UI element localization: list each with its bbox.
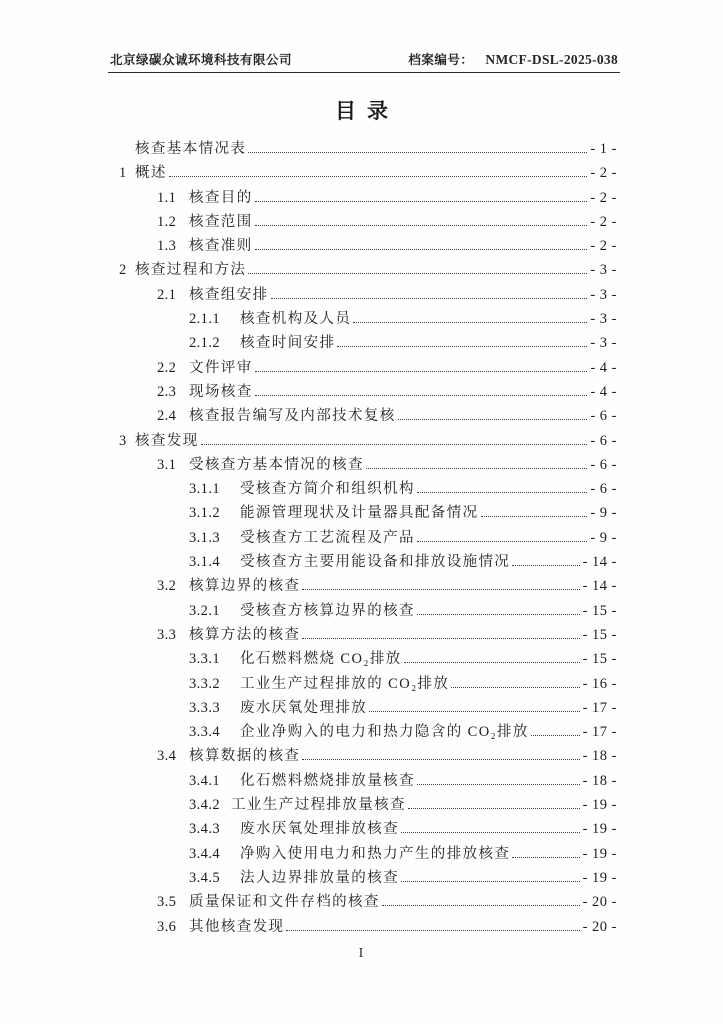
toc-row [157, 915, 617, 939]
toc-page-number: - 2 - [590, 238, 617, 255]
page-title: 目录 [335, 99, 399, 123]
toc-entry-number: 3.4 [157, 748, 177, 765]
header-divider [108, 72, 620, 73]
toc-row [157, 890, 617, 914]
toc-entry-number: 3.1.2 [189, 505, 220, 522]
toc-page-number: - 15 - [582, 602, 617, 619]
toc-row [157, 210, 617, 234]
toc-row [119, 429, 617, 453]
toc-page-number: - 2 - [590, 213, 617, 230]
page-header [110, 50, 618, 68]
toc-leader-dots [408, 808, 580, 809]
toc-row [157, 234, 617, 258]
toc-entry-label: 核查报告编写及内部技术复核 [189, 408, 396, 425]
toc-page-number: - 20 - [582, 918, 617, 935]
toc-row [157, 380, 617, 404]
toc-leader-dots [169, 176, 588, 177]
toc-row [189, 720, 617, 744]
toc-entry-number: 3.6 [157, 918, 177, 935]
toc-page-number: - 4 - [590, 359, 617, 376]
toc-page-number: - 20 - [582, 894, 617, 911]
toc-entry-number: 1.1 [157, 189, 177, 206]
toc-entry-label: 核查目的 [189, 189, 253, 206]
toc-leader-dots [255, 225, 588, 226]
toc-leader-dots [481, 516, 588, 517]
toc-row [189, 769, 617, 793]
file-number-label: 档案编号： [408, 53, 474, 67]
toc-entry-number: 3.3.3 [189, 699, 220, 716]
toc-entry-number: 3.5 [157, 894, 177, 911]
toc-entry-number: 1.2 [157, 213, 177, 230]
toc-entry-label: 核查组安排 [189, 286, 269, 303]
toc-row [189, 501, 617, 525]
toc-entry-number: 3.4.3 [189, 821, 220, 838]
toc-entry-label: 核查过程和方法 [135, 262, 247, 279]
toc-page-number: - 17 - [582, 699, 617, 716]
toc-entry-number: 3.2 [157, 578, 177, 595]
toc-entry-label: 废水厌氧处理排放核查 [240, 821, 399, 838]
toc-leader-dots [404, 662, 580, 663]
footer-page-number: I [358, 946, 365, 961]
toc-entry-label: 核查准则 [189, 238, 253, 255]
toc-entry-label: 现场核查 [189, 383, 253, 400]
toc-row [157, 744, 617, 768]
toc-leader-dots [417, 492, 587, 493]
toc-entry-label: 核查发现 [135, 432, 199, 449]
toc-entry-label: 受核查方核算边界的核查 [240, 602, 415, 619]
toc-row [157, 186, 617, 210]
toc-entry-label: 核算数据的核查 [189, 748, 301, 765]
toc-page-number: - 19 - [582, 869, 617, 886]
toc-entry-number: 3.1.1 [189, 481, 220, 498]
toc-row [189, 599, 617, 623]
toc-leader-dots [531, 735, 580, 736]
toc-page-number: - 6 - [590, 408, 617, 425]
toc-leader-dots [302, 589, 579, 590]
toc-entry-label: 核查时间安排 [240, 335, 336, 352]
toc-leader-dots [255, 395, 588, 396]
toc-row [135, 137, 617, 161]
toc-entry-number: 3.4.2 [189, 797, 220, 814]
toc-entry-label: 概述 [135, 165, 167, 182]
toc-leader-dots [451, 687, 579, 688]
toc-page-number: - 14 - [582, 554, 617, 571]
toc-leader-dots [255, 201, 588, 202]
toc-entry-number: 3.3.2 [189, 675, 220, 692]
toc-entry-label: 核算边界的核查 [189, 578, 301, 595]
toc-leader-dots [382, 905, 580, 906]
toc-row [157, 453, 617, 477]
toc-row [119, 258, 617, 282]
toc-leader-dots [286, 930, 579, 931]
toc-leader-dots [337, 346, 587, 347]
toc-row [189, 817, 617, 841]
toc-leader-dots [353, 322, 587, 323]
toc-entry-number: 2.3 [157, 383, 177, 400]
toc-entry-label: 工业生产过程排放的 CO₂排放 [240, 675, 450, 692]
toc-page-number: - 4 - [590, 383, 617, 400]
toc-page-number: - 6 - [590, 456, 617, 473]
toc-entry-label: 核算方法的核查 [189, 626, 301, 643]
toc-leader-dots [366, 468, 587, 469]
toc-leader-dots [369, 711, 579, 712]
toc-entry-label: 文件评审 [189, 359, 253, 376]
toc-row [189, 866, 617, 890]
toc-row [189, 331, 617, 355]
toc-page-number: - 19 - [582, 845, 617, 862]
toc-leader-dots [398, 419, 588, 420]
toc-page-number: - 6 - [590, 432, 617, 449]
toc-row [189, 672, 617, 696]
toc-page-number: - 3 - [590, 262, 617, 279]
toc-row [157, 356, 617, 380]
toc-entry-number: 3.1 [157, 456, 177, 473]
toc-entry-number: 1 [119, 165, 127, 182]
toc-row [157, 283, 617, 307]
toc-leader-dots [255, 371, 588, 372]
toc-row [157, 574, 617, 598]
toc-leader-dots [512, 565, 579, 566]
toc-row [189, 842, 617, 866]
toc-page-number: - 19 - [582, 821, 617, 838]
toc-page-number: - 18 - [582, 772, 617, 789]
toc-entry-number: 3 [119, 432, 127, 449]
toc-entry-number: 2.1.2 [189, 335, 220, 352]
toc-leader-dots [302, 638, 579, 639]
toc-page-number: - 15 - [582, 626, 617, 643]
toc-entry-label: 核查机构及人员 [240, 311, 352, 328]
toc-entry-number: 3.4.1 [189, 772, 220, 789]
toc-page-number: - 15 - [582, 651, 617, 668]
company-name: 北京绿碳众诚环境科技有限公司 [110, 53, 293, 67]
toc-row [189, 696, 617, 720]
toc-page-number: - 6 - [590, 481, 617, 498]
toc-page-number: - 16 - [582, 675, 617, 692]
toc-leader-dots [417, 784, 580, 785]
toc-row [189, 550, 617, 574]
toc-entry-number: 3.3.1 [189, 651, 220, 668]
toc-entry-label: 净购入使用电力和热力产生的排放核查 [240, 845, 511, 862]
toc-page-number: - 9 - [590, 505, 617, 522]
toc-page-number: - 2 - [590, 189, 617, 206]
toc-entry-label: 受核查方工艺流程及产品 [240, 529, 415, 546]
toc-entry-label: 工业生产过程排放量核查 [231, 797, 406, 814]
toc-page-number: - 3 - [590, 335, 617, 352]
toc-page-number: - 1 - [590, 141, 617, 157]
toc-entry-number: 3.4.5 [189, 869, 220, 886]
toc-entry-label: 核查基本情况表 [135, 141, 247, 157]
toc-leader-dots [512, 857, 579, 858]
toc-entry-number: 2 [119, 262, 127, 279]
toc-leader-dots [201, 444, 588, 445]
toc-entry-number: 2.4 [157, 408, 177, 425]
file-number-group [408, 50, 618, 68]
toc-entry-number: 3.1.4 [189, 554, 220, 571]
toc-leader-dots [248, 152, 587, 153]
toc-entry-label: 企业净购入的电力和热力隐含的 CO₂排放 [240, 724, 529, 741]
toc-page-number: - 17 - [582, 724, 617, 741]
toc-entry-number: 3.4.4 [189, 845, 220, 862]
toc-entry-label: 能源管理现状及计量器具配备情况 [240, 505, 479, 522]
toc-entry-label: 法人边界排放量的核查 [240, 869, 399, 886]
toc-row [189, 307, 617, 331]
toc-entry-label: 废水厌氧处理排放 [240, 699, 368, 716]
toc-row [157, 623, 617, 647]
toc-page-number: - 3 - [590, 311, 617, 328]
toc-entry-label: 化石燃料燃烧 CO₂排放 [240, 651, 402, 668]
toc-entry-number: 2.2 [157, 359, 177, 376]
toc-entry-number: 3.3 [157, 626, 177, 643]
toc-row [157, 404, 617, 428]
toc-entry-number: 3.3.4 [189, 724, 220, 741]
toc-entry-label: 受核查方主要用能设备和排放设施情况 [240, 554, 511, 571]
toc-entry-label: 其他核查发现 [189, 918, 285, 935]
toc-entry-number: 2.1 [157, 286, 177, 303]
toc-leader-dots [271, 298, 588, 299]
toc-entry-label: 化石燃料燃烧排放量核查 [240, 772, 415, 789]
toc-row [189, 477, 617, 501]
toc-entry-label: 受核查方基本情况的核查 [189, 456, 364, 473]
toc-page-number: - 14 - [582, 578, 617, 595]
toc-entry-number: 2.1.1 [189, 311, 220, 328]
toc-leader-dots [417, 614, 580, 615]
toc-leader-dots [401, 832, 580, 833]
toc-row [189, 793, 617, 817]
toc-leader-dots [417, 541, 587, 542]
toc-page-number: - 9 - [590, 529, 617, 546]
toc-entry-number: 3.1.3 [189, 529, 220, 546]
toc-entry-label: 核查范围 [189, 213, 253, 230]
toc-row [189, 526, 617, 550]
toc-leader-dots [248, 273, 587, 274]
toc-page-number: - 2 - [590, 165, 617, 182]
toc-entry-number: 1.3 [157, 238, 177, 255]
toc-row [119, 161, 617, 185]
file-number-value: NMCF-DSL-2025-038 [485, 52, 618, 67]
toc-row [189, 647, 617, 671]
toc-entry-label: 受核查方简介和组织机构 [240, 481, 415, 498]
toc-list [119, 137, 617, 939]
toc-page-number: - 18 - [582, 748, 617, 765]
toc-entry-label: 质量保证和文件存档的核查 [189, 894, 380, 911]
toc-page-number: - 3 - [590, 286, 617, 303]
toc-leader-dots [302, 759, 579, 760]
toc-leader-dots [255, 249, 588, 250]
toc-entry-number: 3.2.1 [189, 602, 220, 619]
toc-leader-dots [401, 881, 580, 882]
toc-page-number: - 19 - [582, 797, 617, 814]
